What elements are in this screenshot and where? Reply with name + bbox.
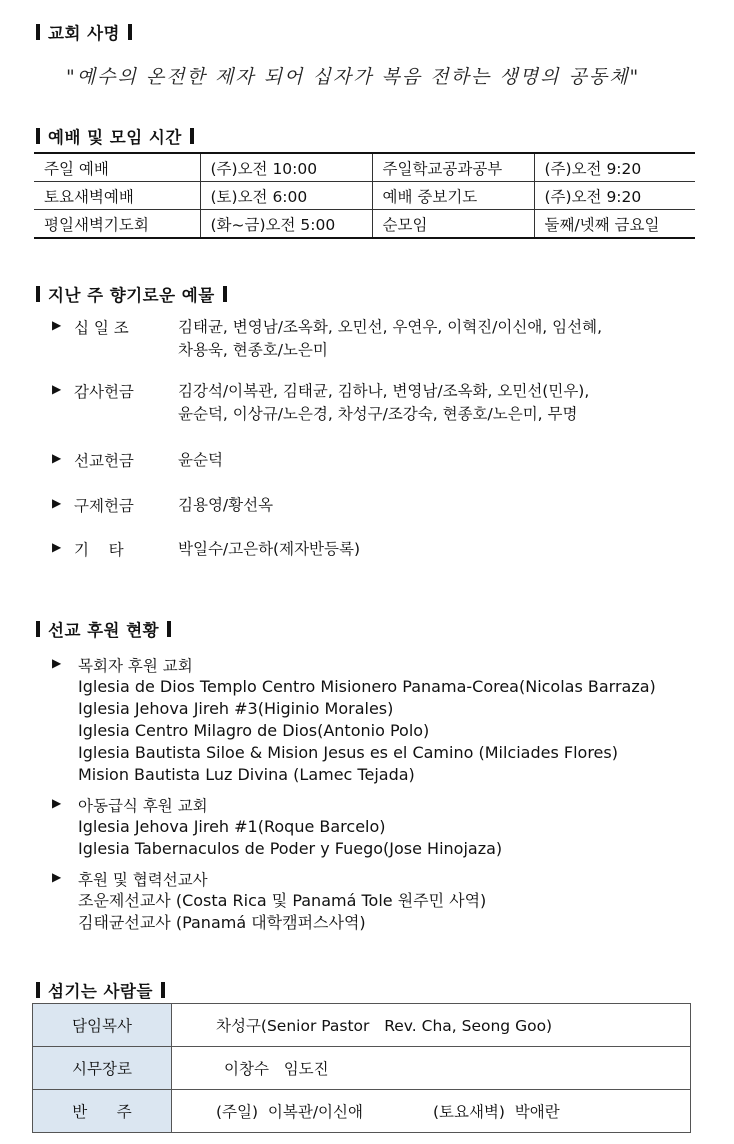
heading-bar-right bbox=[161, 982, 165, 998]
names-line: 김태균, 변영남/조옥화, 오민선, 우연우, 이혁진/이신애, 임선혜, bbox=[178, 318, 602, 336]
heading-bar-right bbox=[190, 128, 194, 144]
triangle-bullet-icon: ▶ bbox=[52, 382, 62, 396]
services-heading-text: 예배 및 모임 시간 bbox=[48, 128, 182, 147]
mission-heading bbox=[36, 20, 132, 44]
heading-bar-left bbox=[36, 286, 40, 302]
heading-bar-right bbox=[167, 621, 171, 637]
table-row bbox=[34, 153, 695, 182]
offering-names bbox=[178, 380, 589, 426]
support-entries bbox=[52, 890, 486, 934]
heading-bar-left bbox=[36, 982, 40, 998]
offering-tithe bbox=[52, 316, 602, 362]
staff-value: 차성구(Senior Pastor Rev. Cha, Seong Goo) bbox=[172, 1004, 691, 1047]
offering-names: 윤순덕 bbox=[178, 451, 223, 469]
mission-heading-text: 교회 사명 bbox=[48, 24, 121, 43]
service-name: 평일새벽기도회 bbox=[34, 210, 200, 239]
list-item: Iglesia de Dios Templo Centro Misionero Panama-Corea(Nicolas Barraza) bbox=[78, 677, 656, 696]
support-group-title: 후원 및 협력선교사 bbox=[78, 871, 208, 889]
table-row bbox=[34, 182, 695, 210]
offering-names: 김용영/황선옥 bbox=[178, 496, 274, 514]
staff-role: 반 주 bbox=[33, 1090, 172, 1133]
service-times-table bbox=[34, 152, 695, 239]
triangle-bullet-icon: ▶ bbox=[52, 451, 62, 465]
accompanist-sunday: (주일) 이복관/이신애 bbox=[216, 1103, 363, 1121]
names-line: 윤순덕, 이상규/노은경, 차성구/조강숙, 현종호/노은미, 무명 bbox=[178, 405, 578, 423]
services-heading bbox=[36, 124, 194, 148]
support-entries bbox=[52, 816, 502, 860]
offering-label: 기 타 bbox=[74, 541, 124, 559]
table-row bbox=[33, 1004, 691, 1047]
offering-names: 박일수/고은하(제자반등록) bbox=[178, 540, 361, 558]
service-time: 둘째/넷째 금요일 bbox=[534, 210, 695, 239]
service-name: 주일 예배 bbox=[34, 153, 200, 182]
missions-heading bbox=[36, 617, 171, 641]
list-item: 조운제선교사 (Costa Rica 및 Panamá Tole 원주민 사역) bbox=[78, 891, 487, 910]
support-entries bbox=[52, 676, 656, 786]
offerings-heading bbox=[36, 282, 227, 306]
support-group-title: 아동급식 후원 교회 bbox=[78, 797, 208, 815]
table-row bbox=[33, 1047, 691, 1090]
service-time: (주)오전 10:00 bbox=[200, 153, 372, 182]
offering-label: 십 일 조 bbox=[74, 319, 129, 337]
offering-thanks bbox=[52, 380, 589, 426]
heading-bar-right bbox=[223, 286, 227, 302]
triangle-bullet-icon: ▶ bbox=[52, 540, 62, 554]
triangle-bullet-icon: ▶ bbox=[52, 870, 62, 884]
list-item: Iglesia Jehova Jireh #3(Higinio Morales) bbox=[78, 699, 394, 718]
staff-value bbox=[172, 1090, 691, 1133]
service-time: (주)오전 9:20 bbox=[534, 153, 695, 182]
service-time: (주)오전 9:20 bbox=[534, 182, 695, 210]
triangle-bullet-icon: ▶ bbox=[52, 318, 62, 332]
staff-value: 이창수 임도진 bbox=[172, 1047, 691, 1090]
heading-bar-left bbox=[36, 24, 40, 40]
list-item: Mision Bautista Luz Divina (Lamec Tejada) bbox=[78, 765, 415, 784]
support-group-pastors bbox=[52, 654, 656, 786]
heading-bar-left bbox=[36, 621, 40, 637]
staff-table bbox=[32, 1003, 691, 1133]
support-group-missionaries bbox=[52, 868, 486, 934]
heading-bar-left bbox=[36, 128, 40, 144]
table-row bbox=[33, 1090, 691, 1133]
names-line: 김강석/이복관, 김태균, 김하나, 변영남/조옥화, 오민선(민우), bbox=[178, 382, 590, 400]
staff-role: 시무장로 bbox=[33, 1047, 172, 1090]
triangle-bullet-icon: ▶ bbox=[52, 656, 62, 670]
service-name: 예배 중보기도 bbox=[372, 182, 534, 210]
table-row bbox=[34, 210, 695, 239]
offering-relief bbox=[52, 494, 273, 517]
triangle-bullet-icon: ▶ bbox=[52, 496, 62, 510]
accompanist-saturday: (토요새벽) 박애란 bbox=[432, 1103, 560, 1121]
service-name: 순모임 bbox=[372, 210, 534, 239]
offering-other bbox=[52, 538, 360, 561]
support-group-title: 목회자 후원 교회 bbox=[78, 657, 193, 675]
offering-label: 선교헌금 bbox=[74, 452, 134, 470]
staff-heading-text: 섬기는 사람들 bbox=[48, 982, 153, 1001]
offering-label: 감사헌금 bbox=[74, 383, 134, 401]
service-time: (토)오전 6:00 bbox=[200, 182, 372, 210]
church-motto: "예수의 온전한 제자 되어 십자가 복음 전하는 생명의 공동체" bbox=[66, 66, 641, 88]
offering-label: 구제헌금 bbox=[74, 497, 134, 515]
list-item: 김태균선교사 (Panamá 대학캠퍼스사역) bbox=[78, 913, 366, 932]
offerings-heading-text: 지난 주 향기로운 예물 bbox=[48, 286, 215, 305]
service-name: 주일학교공과공부 bbox=[372, 153, 534, 182]
support-group-children bbox=[52, 794, 502, 860]
staff-heading bbox=[36, 978, 165, 1002]
list-item: Iglesia Centro Milagro de Dios(Antonio Polo) bbox=[78, 721, 430, 740]
missions-heading-text: 선교 후원 현황 bbox=[48, 621, 160, 640]
list-item: Iglesia Tabernaculos de Poder y Fuego(Jose Hinojaza) bbox=[78, 839, 503, 858]
service-name: 토요새벽예배 bbox=[34, 182, 200, 210]
list-item: Iglesia Bautista Siloe & Mision Jesus es el Camino (Milciades Flores) bbox=[78, 743, 618, 762]
triangle-bullet-icon: ▶ bbox=[52, 796, 62, 810]
service-time: (화~금)오전 5:00 bbox=[200, 210, 372, 239]
offering-names bbox=[178, 316, 602, 362]
offering-mission bbox=[52, 449, 223, 472]
staff-role: 담임목사 bbox=[33, 1004, 172, 1047]
list-item: Iglesia Jehova Jireh #1(Roque Barcelo) bbox=[78, 817, 386, 836]
heading-bar-right bbox=[128, 24, 132, 40]
names-line: 차용욱, 현종호/노은미 bbox=[178, 341, 328, 359]
